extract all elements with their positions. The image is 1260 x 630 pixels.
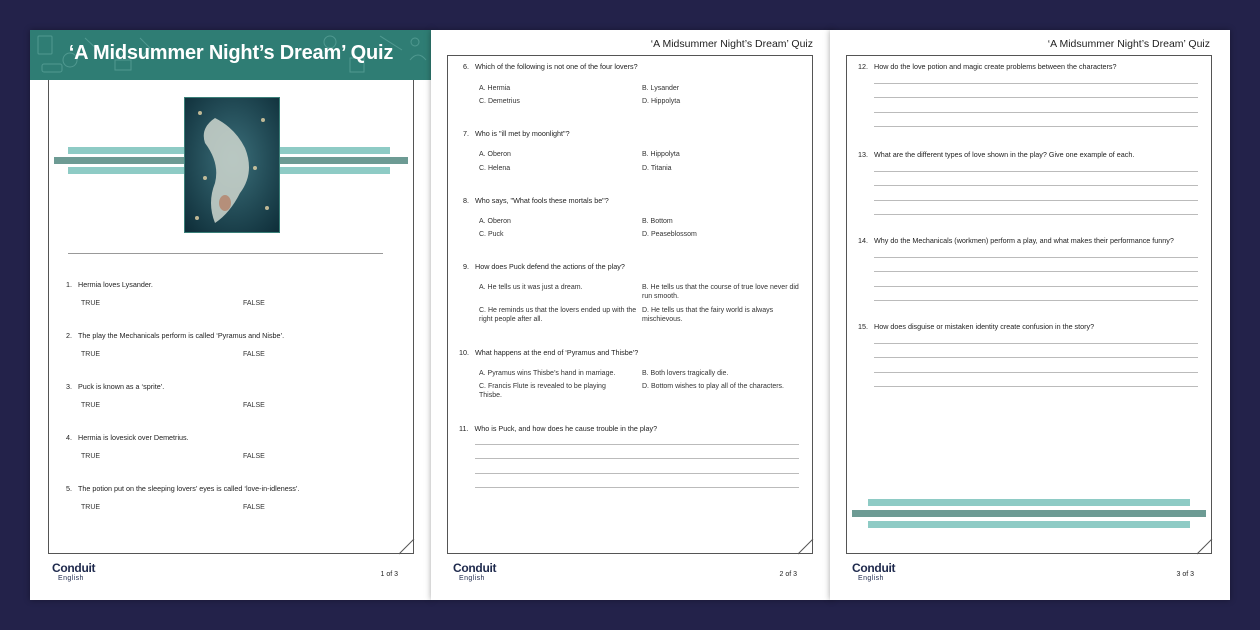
option-c[interactable]: C. Francis Flute is revealed to be playing Thisbe.	[479, 383, 606, 399]
option-false[interactable]: FALSE	[243, 402, 265, 409]
question-3: 3. Puck is known as a ‘sprite’.	[66, 382, 165, 391]
answer-line[interactable]	[874, 97, 1198, 98]
folded-corner	[1197, 539, 1213, 555]
question-10: 10. What happens at the end of ‘Pyramus and Thisbe’?	[459, 348, 639, 357]
answer-line[interactable]	[874, 372, 1198, 373]
page-number: 2 of 3	[779, 571, 797, 578]
question-7: 7. Who is "ill met by moonlight"?	[463, 129, 570, 138]
answer-line[interactable]	[874, 386, 1198, 387]
answer-line[interactable]	[475, 444, 799, 445]
page-number: 3 of 3	[1176, 571, 1194, 578]
question-6: 6. Which of the following is not one of the four lovers?	[463, 62, 638, 71]
cover-photo	[184, 97, 280, 233]
option-false[interactable]: FALSE	[243, 504, 265, 511]
conduit-logo: Conduit English	[52, 561, 96, 582]
option-d[interactable]: D. Peaseblossom	[642, 231, 697, 238]
answer-line[interactable]	[874, 112, 1198, 113]
page-header-title: ‘A Midsummer Night’s Dream’ Quiz	[1047, 38, 1210, 50]
answer-line[interactable]	[874, 83, 1198, 84]
question-14: 14. Why do the Mechanicals (workmen) perform a play, and what makes their performance funny?	[858, 236, 1174, 245]
option-d[interactable]: D. Bottom wishes to play all of the characters.	[642, 383, 785, 390]
title-banner	[30, 30, 432, 80]
answer-line[interactable]	[874, 171, 1198, 172]
option-d[interactable]: D. He tells us that the fairy world is always mischievous.	[642, 307, 774, 323]
answer-line[interactable]	[874, 185, 1198, 186]
question-4: 4. Hermia is lovesick over Demetrius.	[66, 433, 189, 442]
answer-line[interactable]	[874, 357, 1198, 358]
option-d[interactable]: D. Hippolyta	[642, 98, 681, 105]
option-a[interactable]: A. Pyramus wins Thisbe’s hand in marriage.	[479, 370, 616, 377]
question-2: 2. The play the Mechanicals perform is called ‘Pyramus and Nisbe’.	[66, 331, 285, 340]
question-1: 1. Hermia loves Lysander.	[66, 280, 153, 289]
answer-line[interactable]	[475, 473, 799, 474]
option-b[interactable]: B. He tells us that the course of true love never did run smooth.	[642, 284, 799, 300]
option-b[interactable]: B. Hippolyta	[642, 151, 680, 158]
question-8: 8. Who says, "What fools these mortals be"?	[463, 196, 609, 205]
divider-line	[68, 253, 383, 254]
answer-line[interactable]	[874, 286, 1198, 287]
option-c[interactable]: C. Helena	[479, 165, 511, 172]
option-true[interactable]: TRUE	[81, 300, 101, 307]
option-false[interactable]: FALSE	[243, 300, 265, 307]
quiz-page-3	[830, 30, 1230, 600]
accent-bar-top	[868, 499, 1190, 506]
quiz-page-1	[30, 30, 432, 600]
option-b[interactable]: B. Both lovers tragically die.	[642, 370, 729, 377]
question-11: 11. Who is Puck, and how does he cause trouble in the play?	[459, 424, 658, 433]
option-b[interactable]: B. Lysander	[642, 85, 680, 92]
option-a[interactable]: A. He tells us it was just a dream.	[479, 284, 583, 291]
answer-line[interactable]	[475, 458, 799, 459]
question-12: 12. How do the love potion and magic create problems between the characters?	[858, 62, 1117, 71]
folded-corner	[399, 539, 415, 555]
option-true[interactable]: TRUE	[81, 453, 101, 460]
option-false[interactable]: FALSE	[243, 453, 265, 460]
question-9: 9. How does Puck defend the actions of the play?	[463, 262, 625, 271]
page-header-title: ‘A Midsummer Night’s Dream’ Quiz	[650, 38, 813, 50]
answer-line[interactable]	[874, 300, 1198, 301]
question-5: 5. The potion put on the sleeping lovers’ eyes is called ‘love-in-idleness’.	[66, 484, 300, 493]
conduit-logo: Conduit English	[852, 561, 896, 582]
answer-line[interactable]	[874, 200, 1198, 201]
answer-line[interactable]	[874, 214, 1198, 215]
option-true[interactable]: TRUE	[81, 351, 101, 358]
answer-line[interactable]	[874, 126, 1198, 127]
question-15: 15. How does disguise or mistaken identity create confusion in the story?	[858, 322, 1095, 331]
option-a[interactable]: A. Oberon	[479, 151, 511, 158]
option-c[interactable]: C. He reminds us that the lovers ended up with the right people after all.	[479, 307, 637, 323]
option-b[interactable]: B. Bottom	[642, 218, 673, 225]
option-true[interactable]: TRUE	[81, 402, 101, 409]
page-frame	[846, 55, 1212, 554]
option-false[interactable]: FALSE	[243, 351, 265, 358]
answer-line[interactable]	[874, 257, 1198, 258]
answer-line[interactable]	[874, 343, 1198, 344]
option-a[interactable]: A. Oberon	[479, 218, 511, 225]
accent-bar-bottom	[868, 521, 1190, 528]
accent-bar-middle	[852, 510, 1206, 517]
option-c[interactable]: C. Demetrius	[479, 98, 520, 105]
question-13: 13. What are the different types of love shown in the play? Give one example of each.	[858, 150, 1135, 159]
option-true[interactable]: TRUE	[81, 504, 101, 511]
conduit-logo: Conduit English	[453, 561, 497, 582]
option-a[interactable]: A. Hermia	[479, 85, 511, 92]
answer-line[interactable]	[874, 271, 1198, 272]
option-d[interactable]: D. Titania	[642, 165, 672, 172]
quiz-page-2	[431, 30, 833, 600]
option-c[interactable]: C. Puck	[479, 231, 504, 238]
answer-line[interactable]	[475, 487, 799, 488]
page-number: 1 of 3	[380, 571, 398, 578]
folded-corner	[798, 539, 814, 555]
quiz-title: ‘A Midsummer Night’s Dream’ Quiz	[68, 42, 394, 64]
